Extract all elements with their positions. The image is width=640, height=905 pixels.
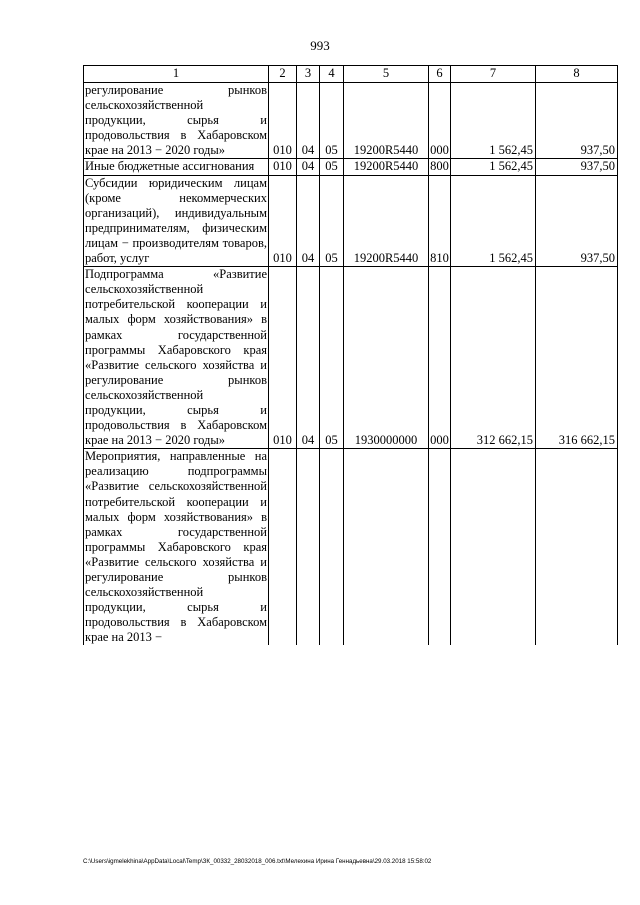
row-section-code: 04	[297, 159, 320, 175]
row-expense-type: 000	[429, 83, 451, 159]
row-ministry-code: 010	[269, 83, 297, 159]
row-expense-type: 000	[429, 267, 451, 449]
row-amount-2: 937,50	[536, 83, 618, 159]
header-col-1: 1	[84, 66, 269, 83]
row-section-code: 04	[297, 175, 320, 267]
table-row	[84, 159, 618, 175]
row-expense-type: 800	[430, 159, 449, 174]
row-ministry-code: 010	[269, 267, 297, 449]
page-number: 993	[310, 38, 330, 53]
row-name: Мероприятия, направленные на реализацию подпрограммы «Развитие сельскохозяйственной потребительской кооперации и малых форм хозяйствования» в рамках государственной программы Хабаровского края «Развитие сельского хозяйства и регулирование рынков сельскохозяйственной продукции, сырья и продовольствия в Хабаровском крае на 2013 −	[85, 449, 267, 645]
table-row	[84, 449, 618, 646]
row-amount-2: 316 662,15	[536, 267, 618, 449]
header-col-7: 7	[451, 66, 536, 83]
header-col-8: 8	[536, 66, 618, 83]
row-section-code: 04	[297, 267, 320, 449]
row-amount-1: 1 562,45	[451, 83, 536, 159]
row-amount-1	[451, 449, 536, 646]
row-expense-type: 810	[429, 175, 451, 267]
header-col-5: 5	[344, 66, 429, 83]
budget-table	[83, 65, 618, 645]
row-amount-1: 1 562,45	[451, 159, 536, 175]
row-amount-2	[536, 449, 618, 646]
row-subsection-code: 05	[320, 267, 344, 449]
row-amount-1: 312 662,15	[451, 267, 536, 449]
table-row	[84, 175, 618, 267]
row-target-article: 19200R5440	[344, 175, 429, 267]
row-target-article: 1930000000	[344, 267, 429, 449]
row-section-code	[297, 449, 320, 646]
row-target-article: 19200R5440	[344, 159, 429, 175]
row-name: Иные бюджетные ассигнования	[84, 159, 269, 175]
row-name: регулирование рынков сельскохозяйственной продукции, сырья и продовольствия в Хабаровском крае на 2013 − 2020 годы»	[85, 83, 267, 158]
row-amount-2: 937,50	[536, 159, 618, 175]
header-row	[84, 66, 618, 83]
row-subsection-code: 05	[320, 175, 344, 267]
row-subsection-code: 05	[320, 83, 344, 159]
row-target-article: 19200R5440	[344, 83, 429, 159]
row-subsection-code	[320, 449, 344, 646]
row-target-article	[344, 449, 429, 646]
file-path-footer: C:\Users\igmelekhina\AppData\Local\Temp\ЗК_00332_28032018_006.txt\Мелехина Ирина Геннадьевна\29.03.2018 15:58:02	[83, 858, 432, 865]
table-row	[84, 83, 618, 159]
row-ministry-code: 010	[269, 159, 297, 175]
table-row	[84, 267, 618, 449]
header-col-2: 2	[269, 66, 297, 83]
row-amount-2: 937,50	[536, 175, 618, 267]
row-section-code: 04	[297, 83, 320, 159]
row-name: Субсидии юридическим лицам (кроме некоммерческих организаций), индивидуальным предпринимателям, физическим лицам − производителям товаров, работ, услуг	[85, 175, 267, 266]
header-col-6: 6	[429, 66, 451, 83]
row-ministry-code: 010	[269, 175, 297, 267]
header-col-3: 3	[297, 66, 320, 83]
row-expense-type	[429, 449, 451, 646]
row-amount-1: 1 562,45	[451, 175, 536, 267]
row-ministry-code	[269, 449, 297, 646]
header-col-4: 4	[320, 66, 344, 83]
row-subsection-code: 05	[320, 159, 344, 175]
row-name: Подпрограмма «Развитие сельскохозяйственной потребительской кооперации и малых форм хозяйствования» в рамках государственной программы Хабаровского края «Развитие сельского хозяйства и регулирование рынков сельскохозяйственной продукции, сырья и продовольствия в Хабаровском крае на 2013 − 2020 годы»	[85, 267, 267, 448]
